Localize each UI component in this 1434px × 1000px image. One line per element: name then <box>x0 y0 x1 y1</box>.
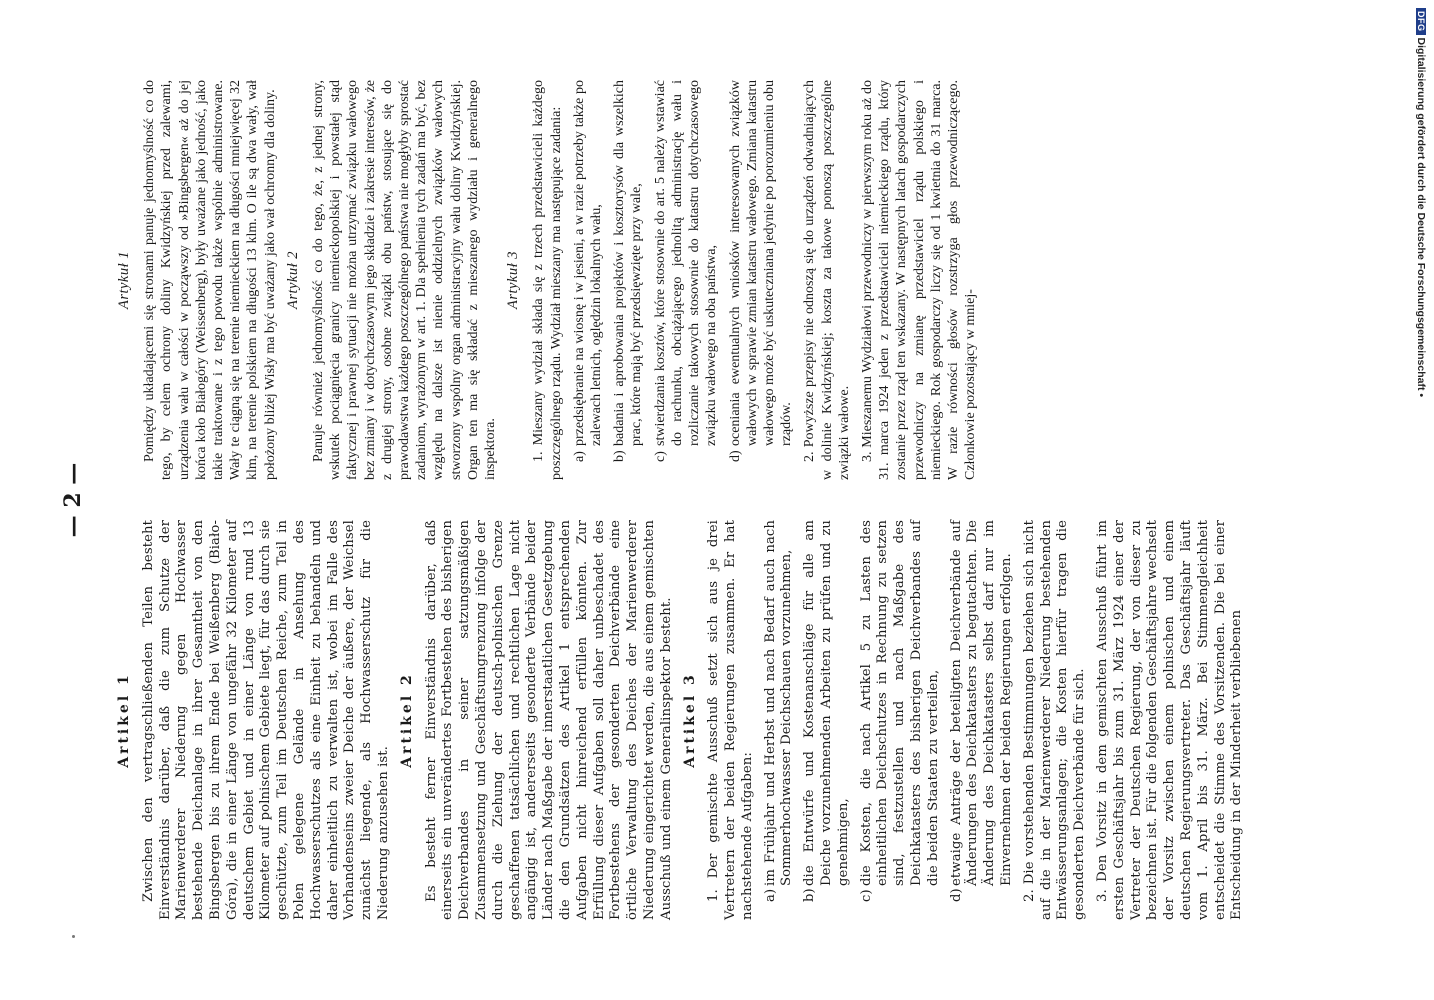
polish-article-3-item-b: b)badania i aprobowania projektów i kosztorysów dla wszelkich prac, które mają być przedsięwzięte przy wale, <box>612 80 645 462</box>
german-article-3-item-c: c)die Kosten, die nach Artikel 5 zu Lasten des einheitlichen Deichschutzes in Rechnung zu setzen sind, festzustellen und nach Maßgabe des Deichkatasters des bisherigen Deichverbandes auf die beiden Staaten zu verteilen, <box>858 520 941 902</box>
german-article-3-item-a: a)im Frühjahr und Herbst und nach Bedarf auch nach Sommerhochwasser Deichschauen vorzunehmen, <box>762 520 795 902</box>
dfg-funding-text: Digitalisierung gefördert durch die Deutsche Forschungsgemeinschaft • <box>1415 37 1427 398</box>
german-article-1-text: Zwischen den vertragschließenden Teilen besteht Einverständnis darüber, daß die zum Schutze der Marienwerderer Niederung gegen Hochwasser bestehende Deichanlage in ihrer Gesamtheit von den Bingsbergen bis zu ihrem Ende bei Weißenberg (Biało-Góra), die in einer Länge von ungefähr 32 Kilometer auf deutschem Gebiet und in einer Länge von rund 13 Kilometer auf polnischem Gebiete liegt, für das durch sie geschützte, zum Teil im Deutschen Reiche, zum Teil in Polen gelegene Gelände in Ansehung des Hochwasserschutzes als eine Einheit zu behandeln und daher einheitlich zu verwalten ist, wobei im Falle des Vorhandenseins zweier Deiche der äußere, der Weichsel zunächst liegende, als Hochwasserschutz für die Niederung anzusehen ist. <box>140 520 391 920</box>
polish-article-3-item-d: d)oceniania ewentualnych wniosków interesowanych związków wałowych w sprawie zmian katastru wałowego. Zmiana katastru wałowego może być uskuteczniana jedynie po porozumieniu obu rządów. <box>727 80 795 462</box>
polish-article-3-item-c: c)stwierdzania kosztów, które stosownie do art. 5 należy wstawiać do rachunku, obciążającego jednolitą administrację wału i rozliczanie takowych stosownie do katastru dotychczasowego związku wałowego na oba państwa, <box>652 80 720 462</box>
page-number: — 2 — <box>60 462 86 538</box>
german-article-3-para-2: 2. Die vorstehenden Bestimmungen beziehen sich nicht auf die in der Marienwerderer Niederung bestehenden Entwässerungsanlagen; die Kosten hierfür tragen die gesonderten Deichverbände für sich. <box>1021 520 1088 920</box>
german-article-3-item-d: d)etwaige Anträge der beteiligten Deichverbände auf Änderungen des Deichkatasters zu begutachten. Die Änderung des Deichkatasters selbst darf nur im Einvernehmen der beiden Regierungen erfolgen. <box>948 520 1015 902</box>
german-article-2-title: Artikel 2 <box>398 672 415 768</box>
polish-article-1-title: Artykuł 1 <box>116 250 132 310</box>
german-article-3-para-3: 3. Den Vorsitz in dem gemischten Ausschuß führt im ersten Geschäftsjahr bis zum 31. März 1924 einer der Vertreter der Deutschen Regierung, der von dieser zu bezeichnen ist. Für die folgenden Geschäftsjahre wechselt der Vorsitz zwischen einem polnischen und einem deutschen Regierungsvertreter. Das Geschäftsjahr läuft vom 1. April bis 31. März. Bei Stimmengleichheit entscheidet die Stimme des Vorsitzenden. Die bei einer Entscheidung in der Minderheit verbliebenen <box>1095 520 1245 920</box>
column-divider <box>120 509 1360 510</box>
polish-article-2-title: Artykuł 2 <box>284 250 301 310</box>
polish-article-3-para-3: 3. Mieszanemu Wydziałowi przewodniczy w pierwszym roku aż do 31. marca 1924 jeden z przedstawicieli niemieckiego rządu, który zostanie przez rząd ten wskazany. W następnych latach gospodarczych przewodniczy na zmianę przedstawiciel rządu polskiego i niemieckiego. Rok gospodarczy liczy się od 1 kwietnia do 31 marca. W razie równości głosów rozstrzyga głos przewodniczącego. Członkowie pozostający w mniej- <box>859 80 979 480</box>
german-article-3-para-1: 1. Der gemischte Ausschuß setzt sich aus je drei Vertretern der beiden Regierungen zusammen. Er hat nachstehende Aufgaben: <box>706 520 755 920</box>
dfg-logo: DFG <box>1416 8 1426 35</box>
polish-article-3-para-1: 1. Mieszany wydział składa się z trzech przedstawicieli każdego poszczególnego rządu. Wydział mieszany ma następujące zadania: <box>531 80 564 480</box>
polish-article-1-text: Pomiędzy układającemi się stronami panuje jednomyślność co do tego, by celem ochrony doliny Kwidzyńskiej przed zalewami, urządzenia wału w całości w począwszy od »Bingsbergen« aż do jej końca koło Białogóry (Weissenberg), były uważane jako jedność, jako takie traktowane i z tego powodu także wspólnie administrowane. Wały te ciągną się na terenie niemieckiem na długości mniejwięcej 32 klm, na terenie polskiem na długości 13 klm. O ile są dwa wały, wał położony bliżej Wisły ma być uważany jako wał ochronny dla doliny. <box>142 80 278 480</box>
dfg-funding-banner <box>1415 8 1427 397</box>
polish-article-3-item-a: a)przedsiębranie na wiosnę i w jesieni, a w razie potrzeby także po zalewach letnich, oględzin lokalnych wału, <box>571 80 605 462</box>
german-article-3-title: Artikel 3 <box>681 672 698 768</box>
polish-article-2-text: Panuje również jednomyślność co do tego, że, z jednej strony, wskutek pociągnięcia granicy niemieckopolskiej i powstałej stąd faktycznej i prawnej sytuacji nie można utrzymać związku wałowego bez zmiany i w dotychczasowym jego składzie i zakresie interesów, że z drugiej strony, osobne związki obu państw, stosujące się do prawodawstwa każdego poszczególnego państwa nie mogłyby sprostać zadaniom, wyrażonym w art. 1. Dla spełnienia tych zadań ma być, bez względu na dalsze ist nienie oddzielnych związków wałowych stworzony wspólny organ administracyjny wału doliny Kwidzyńskiej. Organ ten ma się składać z mieszanego wydziału i generalnego inspektora. <box>311 80 499 480</box>
german-column <box>110 520 1252 920</box>
polish-article-3-para-2: 2. Powyższe przepisy nie odnoszą się do urządzeń odwadniających w dolinie Kwidzyńskiej; koszta za takowe ponoszą poszczególne związki wałowe. <box>802 80 852 480</box>
german-article-3-item-b: b)die Entwürfe und Kostenanschläge für alle am Deiche vorzunehmenden Arbeiten zu prüfen und zu genehmigen, <box>802 520 851 902</box>
polish-article-3-title: Artykuł 3 <box>505 250 522 310</box>
german-article-2-text: Es besteht ferner Einverständnis darüber, daß einerseits ein unverändertes Fortbestehen des bisherigen Deichverbandes in seiner satzungsmäßigen Zusammensetzung und Geschäftsumgrenzung infolge der durch die Ziehung der deutsch-polnischen Grenze geschaffenen tatsächlichen und rechtlichen Lage nicht angängig ist, andererseits gesonderte Verbände beider Länder nach Maßgabe der innerstaatlichen Gesetzgebung die den Grundsätzen des Artikel 1 entsprechenden Aufgaben nicht hinreichend erfüllen könnten. Zur Erfüllung dieser Aufgaben soll daher unbeschadet des Fortbestehens der gesonderten Deichverbände eine örtliche Verwaltung des Deiches der Marienwerderer Niederung eingerichtet werden, die aus einem gemischten Ausschuß und einem Generalinspektor besteht. <box>423 520 674 920</box>
polish-column <box>110 80 985 480</box>
rotated-page-content <box>60 60 1390 940</box>
german-article-1-title: Artikel 1 <box>116 672 132 768</box>
